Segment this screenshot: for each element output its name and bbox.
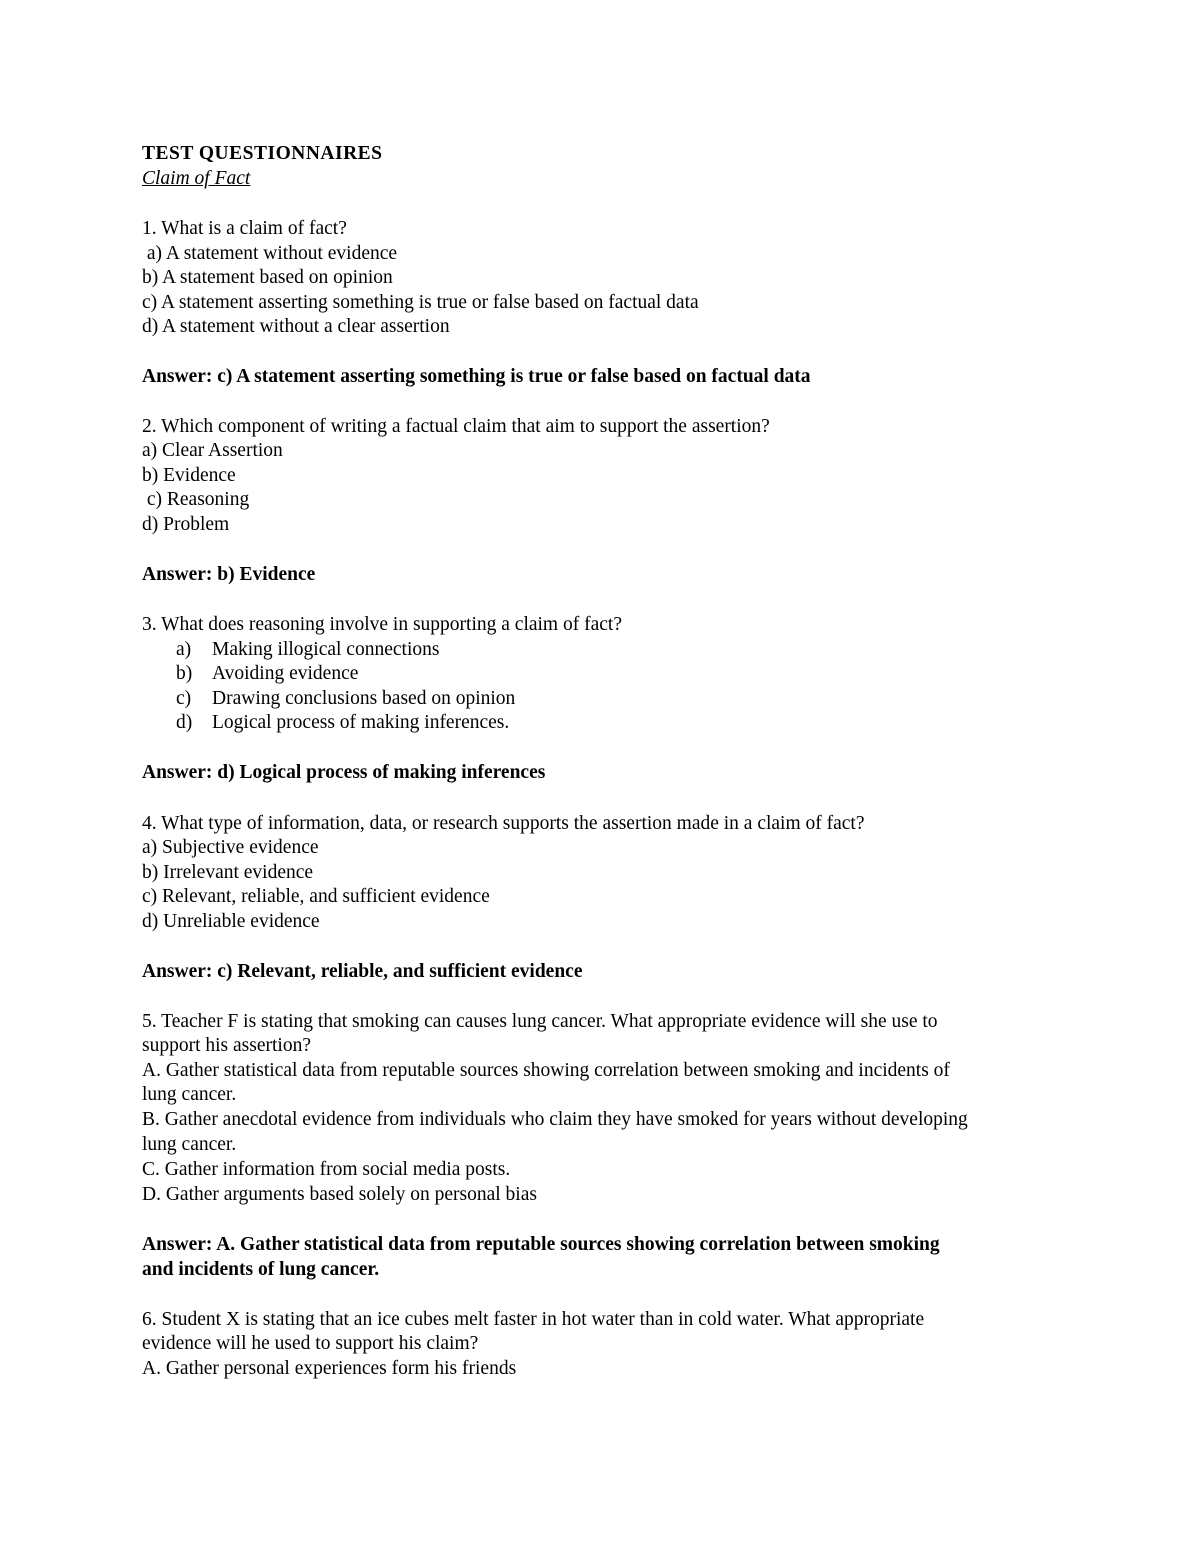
question-5-option-a-line-1: A. Gather statistical data from reputable sources showing correlation between smoking and incidents of bbox=[142, 1060, 950, 1081]
question-3-option-a: Making illogical connections bbox=[212, 639, 440, 660]
question-3-option-c: Drawing conclusions based on opinion bbox=[212, 688, 516, 709]
question-5-option-a-line-2: lung cancer. bbox=[142, 1084, 237, 1105]
question-5-answer-line-1: Answer: A. Gather statistical data from reputable sources showing correlation between smoking bbox=[142, 1234, 940, 1255]
question-3-option-c-letter: c) bbox=[176, 688, 192, 709]
question-3-answer: Answer: d) Logical process of making inferences bbox=[142, 762, 546, 783]
question-1-option-c: c) A statement asserting something is true or false based on factual data bbox=[142, 292, 699, 313]
question-6-text-line-2: evidence will he used to support his claim? bbox=[142, 1333, 479, 1354]
question-5-text-line-1: 5. Teacher F is stating that smoking can causes lung cancer. What appropriate evidence will she use to bbox=[142, 1011, 938, 1032]
document-title: TEST QUESTIONNAIRES bbox=[142, 143, 383, 164]
question-5-option-b-line-1: B. Gather anecdotal evidence from individuals who claim they have smoked for years without developing bbox=[142, 1109, 968, 1130]
question-2-option-a: a) Clear Assertion bbox=[142, 440, 283, 461]
question-2-text: 2. Which component of writing a factual claim that aim to support the assertion? bbox=[142, 416, 770, 437]
question-2-answer: Answer: b) Evidence bbox=[142, 564, 316, 585]
question-5-answer-line-2: and incidents of lung cancer. bbox=[142, 1259, 380, 1280]
question-6-text-line-1: 6. Student X is stating that an ice cubes melt faster in hot water than in cold water. What appropriate bbox=[142, 1309, 925, 1330]
question-3-option-d-letter: d) bbox=[176, 712, 193, 733]
question-1-option-a: a) A statement without evidence bbox=[142, 243, 398, 264]
question-3-option-d: Logical process of making inferences. bbox=[212, 712, 510, 733]
question-3-option-b: Avoiding evidence bbox=[212, 663, 359, 684]
question-4-option-d: d) Unreliable evidence bbox=[142, 911, 320, 932]
question-4-answer: Answer: c) Relevant, reliable, and sufficient evidence bbox=[142, 961, 583, 982]
question-4-option-a: a) Subjective evidence bbox=[142, 837, 319, 858]
question-6-option-a: A. Gather personal experiences form his friends bbox=[142, 1358, 517, 1379]
question-3-option-b-letter: b) bbox=[176, 663, 193, 684]
question-2-option-c: c) Reasoning bbox=[142, 489, 250, 510]
question-4-text: 4. What type of information, data, or research supports the assertion made in a claim of fact? bbox=[142, 813, 865, 834]
question-1-answer: Answer: c) A statement asserting something is true or false based on factual data bbox=[142, 366, 811, 387]
question-2-option-b: b) Evidence bbox=[142, 465, 236, 486]
question-5-option-c: C. Gather information from social media posts. bbox=[142, 1159, 511, 1180]
question-3-text: 3. What does reasoning involve in supporting a claim of fact? bbox=[142, 614, 622, 635]
question-5-option-d: D. Gather arguments based solely on personal bias bbox=[142, 1184, 537, 1205]
question-2-option-d: d) Problem bbox=[142, 514, 230, 535]
question-1-text: 1. What is a claim of fact? bbox=[142, 218, 347, 239]
question-3-option-a-letter: a) bbox=[176, 639, 192, 660]
question-4-option-b: b) Irrelevant evidence bbox=[142, 862, 314, 883]
document-subtitle: Claim of Fact bbox=[142, 168, 251, 189]
question-5-option-b-line-2: lung cancer. bbox=[142, 1134, 237, 1155]
question-5-text-line-2: support his assertion? bbox=[142, 1035, 311, 1056]
question-1-option-d: d) A statement without a clear assertion bbox=[142, 316, 450, 337]
question-1-option-b: b) A statement based on opinion bbox=[142, 267, 393, 288]
question-4-option-c: c) Relevant, reliable, and sufficient evidence bbox=[142, 886, 490, 907]
